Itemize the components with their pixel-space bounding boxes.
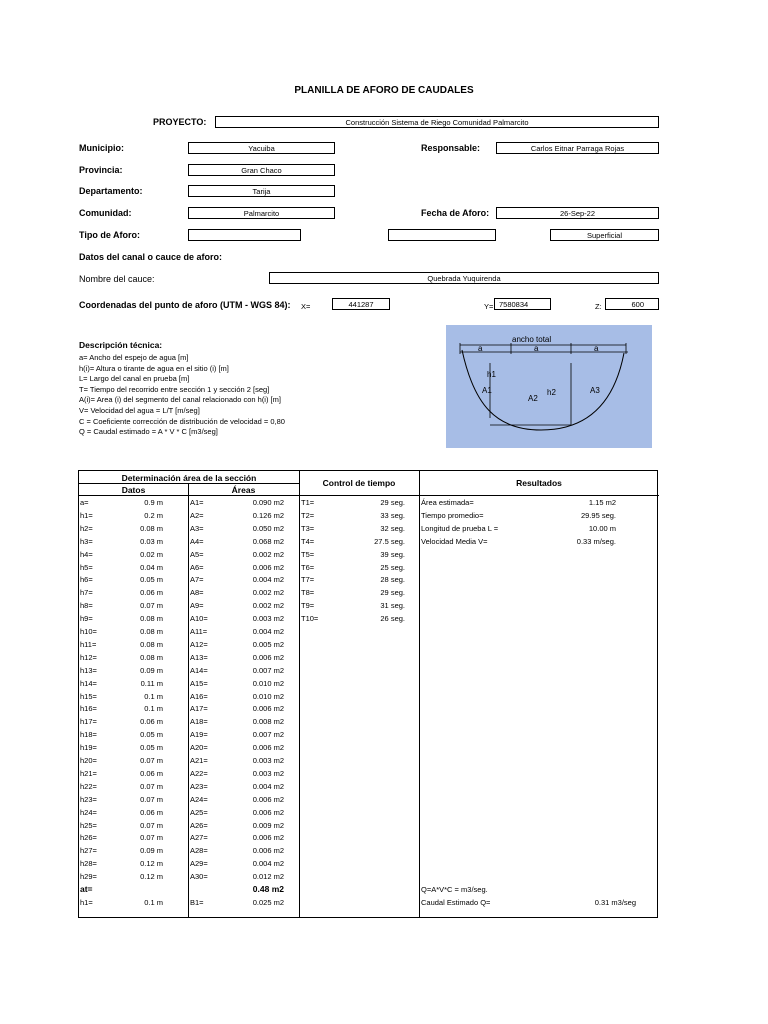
area-value: 0.006 m2 — [252, 704, 284, 714]
tipo-field-1[interactable] — [188, 229, 301, 241]
departamento-field[interactable]: Tarija — [188, 185, 335, 197]
area-label: A23= — [190, 781, 208, 791]
descripcion-list — [79, 353, 285, 438]
dato-value: 0.08 m — [140, 652, 163, 662]
area-label: A9= — [190, 601, 204, 611]
tiempo-value: 29 seg. — [380, 588, 405, 598]
area-value: 0.012 m2 — [252, 872, 284, 882]
fecha-label: Fecha de Aforo: — [421, 208, 490, 218]
area-label: A29= — [190, 859, 208, 869]
resultado-label: Área estimada= — [421, 498, 474, 507]
dato-value: 0.07 m — [140, 601, 163, 611]
dato-value: 0.12 m — [140, 859, 163, 869]
departamento-label: Departamento: — [79, 186, 143, 196]
ancho-total-text: ancho total — [512, 335, 552, 344]
area-value: 0.002 m2 — [252, 549, 284, 559]
dato-label: h3= — [80, 536, 93, 546]
area-value: 0.003 m2 — [252, 768, 284, 778]
area-label: A27= — [190, 833, 208, 843]
dato-label: h19= — [80, 743, 97, 753]
hdr-area: Determinación área de la sección — [121, 473, 257, 483]
tiempo-label: T10= — [301, 614, 319, 624]
area-label: A8= — [190, 588, 204, 598]
tiempo-label: T3= — [301, 523, 315, 533]
page-title: PLANILLA DE AFORO DE CAUDALES — [294, 85, 474, 96]
area-value: 0.006 m2 — [252, 807, 284, 817]
area-value: 0.002 m2 — [252, 588, 284, 598]
area-label: A19= — [190, 730, 208, 740]
area-label: A22= — [190, 768, 208, 778]
area-value: 0.050 m2 — [252, 523, 284, 533]
at-label: at= — [80, 884, 93, 894]
area-label: A16= — [190, 691, 208, 701]
area-value: 0.025 m2 — [252, 897, 284, 907]
formula-text: Q=A*V*C = m3/seg. — [421, 885, 488, 894]
area-value: 0.126 m2 — [252, 510, 284, 520]
dato-value: 0.07 m — [140, 794, 163, 804]
descripcion-line: a= Ancho del espejo de agua [m] — [79, 353, 189, 362]
tiempo-label: T6= — [301, 562, 315, 572]
dato-value: 0.06 m — [140, 807, 163, 817]
area-value: 0.010 m2 — [252, 691, 284, 701]
dato-value: 0.03 m — [140, 536, 163, 546]
descripcion-line: C = Coeficiente corrección de distribución de velocidad = 0,80 — [79, 416, 285, 426]
area-value: 0.004 m2 — [252, 781, 284, 791]
area-value: 0.005 m2 — [252, 639, 284, 649]
comunidad-field[interactable]: Palmarcito — [188, 207, 335, 219]
area-label: A7= — [190, 575, 204, 585]
descripcion-title: Descripción técnica: — [79, 340, 163, 350]
area-value: 0.006 m2 — [252, 833, 284, 843]
area-value: 0.004 m2 — [252, 859, 284, 869]
tiempo-value: 32 seg. — [380, 523, 405, 533]
tiempo-value: 25 seg. — [380, 562, 405, 572]
a-text-2: a — [534, 344, 539, 353]
dato-label: h9= — [80, 614, 93, 624]
dato-label: h28= — [80, 859, 97, 869]
dato-value: 0.05 m — [140, 575, 163, 585]
area-value: 0.006 m2 — [252, 846, 284, 856]
dato-label: h18= — [80, 730, 97, 740]
area-label: A6= — [190, 562, 204, 572]
hdr-result: Resultados — [516, 478, 562, 488]
dato-value: 0.05 m — [140, 743, 163, 753]
dato-value: 0.2 m — [144, 510, 163, 520]
area-label: A25= — [190, 807, 208, 817]
dato-label: h1= — [80, 510, 93, 520]
descripcion-line: L= Largo del canal en prueba [m] — [79, 374, 190, 384]
resultado-label: Longitud de prueba L = — [421, 523, 499, 533]
dato-label: h14= — [80, 678, 97, 688]
provincia-field[interactable]: Gran Chaco — [188, 164, 335, 176]
dato-value: 0.08 m — [140, 523, 163, 533]
dato-value: 0.08 m — [140, 639, 163, 649]
tiempo-value: 28 seg. — [380, 575, 405, 585]
dato-value: 0.07 m — [140, 833, 163, 843]
divider-datos-areas — [188, 483, 189, 917]
dato-value: 0.07 m — [140, 781, 163, 791]
dato-label: h15= — [80, 691, 97, 701]
caudal-value: 0.31 m3/seg — [594, 897, 636, 907]
hdr-datos: Datos — [121, 485, 146, 495]
tiempo-label: T9= — [301, 601, 315, 611]
area-label: A11= — [190, 627, 208, 636]
area-label: A14= — [190, 665, 208, 675]
area-value: 0.006 m2 — [252, 562, 284, 572]
fecha-field[interactable]: 26-Sep-22 — [496, 207, 659, 219]
dato-label: h1= — [80, 897, 93, 907]
responsable-field[interactable]: Carlos Eitnar Parraga Rojas — [496, 142, 659, 154]
nombre-cauce-label: Nombre del cauce: — [79, 274, 155, 284]
area-value: 0.003 m2 — [252, 614, 284, 624]
dato-label: h8= — [80, 601, 93, 611]
area-label: A4= — [190, 536, 204, 546]
z-label: Z: — [595, 302, 602, 311]
dato-value: 0.02 m — [140, 549, 163, 559]
tipo-field-3[interactable]: Superficial — [550, 229, 659, 241]
tipo-label: Tipo de Aforo: — [79, 230, 140, 240]
area-label: A24= — [190, 794, 208, 804]
y-field[interactable]: 7580834 — [494, 298, 551, 310]
proyecto-label: PROYECTO: — [153, 117, 207, 127]
area-label: A30= — [190, 872, 208, 882]
area-value: 0.090 m2 — [252, 498, 284, 507]
dato-label: h12= — [80, 652, 97, 662]
resultado-value: 10.00 m — [588, 523, 616, 533]
tiempo-label: T2= — [301, 510, 315, 520]
area-value: 0.007 m2 — [252, 665, 284, 675]
dato-label: h24= — [80, 807, 97, 817]
dato-value: 0.1 m — [144, 704, 163, 714]
municipio-field[interactable]: Yacuiba — [188, 142, 335, 154]
descripcion-line: V= Velocidad del agua = L/T [m/seg] — [79, 405, 200, 415]
tiempo-value: 33 seg. — [380, 510, 405, 520]
area-value: 0.006 m2 — [252, 652, 284, 662]
dato-value: 0.04 m — [140, 562, 163, 572]
descripcion-line: Q = Caudal estimado = A * V * C [m3/seg] — [79, 427, 218, 437]
dato-value: 0.12 m — [140, 872, 163, 882]
tipo-field-2[interactable] — [388, 229, 496, 241]
tiempo-value: 39 seg. — [380, 549, 405, 559]
tiempo-value: 26 seg. — [380, 614, 405, 624]
divider-area-tiempo — [299, 471, 300, 917]
nombre-cauce-field[interactable]: Quebrada Yuquirenda — [269, 272, 659, 284]
dato-value: 0.06 m — [140, 717, 163, 727]
area-value: 0.006 m2 — [252, 794, 284, 804]
dato-label: a= — [80, 498, 89, 507]
y-label: Y= — [484, 302, 494, 311]
area-label: A18= — [190, 717, 208, 727]
area-label: A17= — [190, 704, 208, 714]
area-label: A1= — [190, 498, 204, 507]
hdr-areas: Áreas — [231, 485, 256, 495]
tiempo-value: 29 seg. — [380, 498, 405, 507]
datos-canal-label: Datos del canal o cauce de aforo: — [79, 252, 223, 262]
section-diagram-svg — [446, 325, 652, 448]
dato-value: 0.09 m — [140, 846, 163, 856]
h2-text: h2 — [547, 388, 556, 397]
A3-text: A3 — [590, 386, 600, 395]
area-label: A15= — [190, 678, 208, 688]
descripcion-line: A(i)= Area (i) del segmento del canal relacionado con h(i) [m] — [79, 395, 281, 405]
tiempo-label: T5= — [301, 549, 315, 559]
dato-value: 0.9 m — [144, 498, 163, 507]
caudal-label: Caudal Estimado Q= — [421, 897, 491, 907]
area-label: B1= — [190, 897, 204, 907]
area-value: 0.006 m2 — [252, 743, 284, 753]
dato-value: 0.08 m — [140, 614, 163, 624]
dato-label: h29= — [80, 872, 97, 882]
area-label: A20= — [190, 743, 208, 753]
provincia-label: Provincia: — [79, 165, 123, 175]
dato-label: h20= — [80, 756, 97, 765]
dato-value: 0.07 m — [140, 820, 163, 830]
resultado-label: Tiempo promedio= — [421, 510, 484, 520]
dato-label: h21= — [80, 768, 97, 778]
dato-label: h22= — [80, 781, 97, 791]
dato-value: 0.06 m — [140, 768, 163, 778]
tiempo-label: T1= — [301, 498, 315, 507]
area-label: A28= — [190, 846, 208, 856]
hdr-tiempo: Control de tiempo — [322, 478, 396, 488]
section-diagram — [446, 325, 652, 448]
dato-label: h13= — [80, 665, 97, 675]
dato-value: 0.09 m — [140, 665, 163, 675]
tiempo-label: T8= — [301, 588, 315, 598]
divider-tiempo-result — [419, 471, 420, 917]
area-value: 0.003 m2 — [252, 756, 284, 765]
dato-value: 0.07 m — [140, 756, 163, 765]
dato-label: h27= — [80, 846, 97, 856]
municipio-label: Municipio: — [79, 143, 124, 153]
area-value: 0.004 m2 — [252, 575, 284, 585]
dato-label: h25= — [80, 820, 97, 830]
resultado-value: 0.33 m/seg. — [576, 536, 616, 546]
h1-text: h1 — [487, 370, 496, 379]
area-value: 0.007 m2 — [252, 730, 284, 740]
area-label: A5= — [190, 549, 204, 559]
area-label: A3= — [190, 523, 204, 533]
dato-label: h7= — [80, 588, 93, 598]
x-field[interactable]: 441287 — [332, 298, 390, 310]
dato-label: h2= — [80, 523, 93, 533]
area-value: 0.068 m2 — [252, 536, 284, 546]
aforo-table — [78, 470, 658, 918]
area-label: A13= — [190, 652, 208, 662]
resultado-value: 29.95 seg. — [580, 510, 616, 520]
at-value: 0.48 m2 — [252, 884, 284, 894]
area-value: 0.009 m2 — [252, 820, 284, 830]
area-label: A10= — [190, 614, 208, 624]
coordenadas-label: Coordenadas del punto de aforo (UTM - WGS 84): — [79, 300, 291, 310]
dato-value: 0.08 m — [140, 627, 163, 636]
tiempo-value: 31 seg. — [380, 601, 405, 611]
z-field[interactable]: 600 — [605, 298, 659, 310]
dato-label: h10= — [80, 627, 97, 636]
area-label: A12= — [190, 639, 208, 649]
resultado-label: Velocidad Media V= — [421, 536, 488, 546]
dato-label: h23= — [80, 794, 97, 804]
dato-label: h5= — [80, 562, 93, 572]
a-text-1: a — [478, 344, 483, 353]
dato-label: h16= — [80, 704, 97, 714]
area-label: A21= — [190, 756, 208, 765]
tiempo-label: T7= — [301, 575, 315, 585]
dato-label: h11= — [80, 639, 97, 649]
area-label: A2= — [190, 510, 204, 520]
dato-value: 0.1 m — [144, 691, 163, 701]
dato-label: h6= — [80, 575, 93, 585]
x-label: X= — [301, 302, 311, 311]
A1-text: A1 — [482, 386, 492, 395]
dato-label: h17= — [80, 717, 97, 727]
responsable-label: Responsable: — [421, 143, 481, 153]
tiempo-label: T4= — [301, 536, 315, 546]
dato-label: h4= — [80, 549, 93, 559]
proyecto-field[interactable]: Construcción Sistema de Riego Comunidad Palmarcito — [215, 116, 659, 128]
comunidad-label: Comunidad: — [79, 208, 132, 218]
dato-value: 0.06 m — [140, 588, 163, 598]
resultado-value: 1.15 m2 — [588, 498, 616, 507]
dato-value: 0.05 m — [140, 730, 163, 740]
dato-value: 0.11 m — [140, 678, 163, 688]
tiempo-value: 27.5 seg. — [374, 536, 405, 546]
dato-label: h26= — [80, 833, 97, 843]
A2-text: A2 — [528, 394, 538, 403]
area-value: 0.008 m2 — [252, 717, 284, 727]
descripcion-line: h(i)= Altura o tirante de agua en el sitio (i) [m] — [79, 363, 229, 373]
area-label: A26= — [190, 820, 208, 830]
area-value: 0.002 m2 — [252, 601, 284, 611]
area-value: 0.010 m2 — [252, 678, 284, 688]
area-value: 0.004 m2 — [252, 627, 284, 636]
descripcion-line: T= Tiempo del recorrido entre sección 1 y sección 2 [seg] — [79, 384, 270, 394]
dato-value: 0.1 m — [144, 897, 163, 907]
a-text-3: a — [594, 344, 599, 353]
